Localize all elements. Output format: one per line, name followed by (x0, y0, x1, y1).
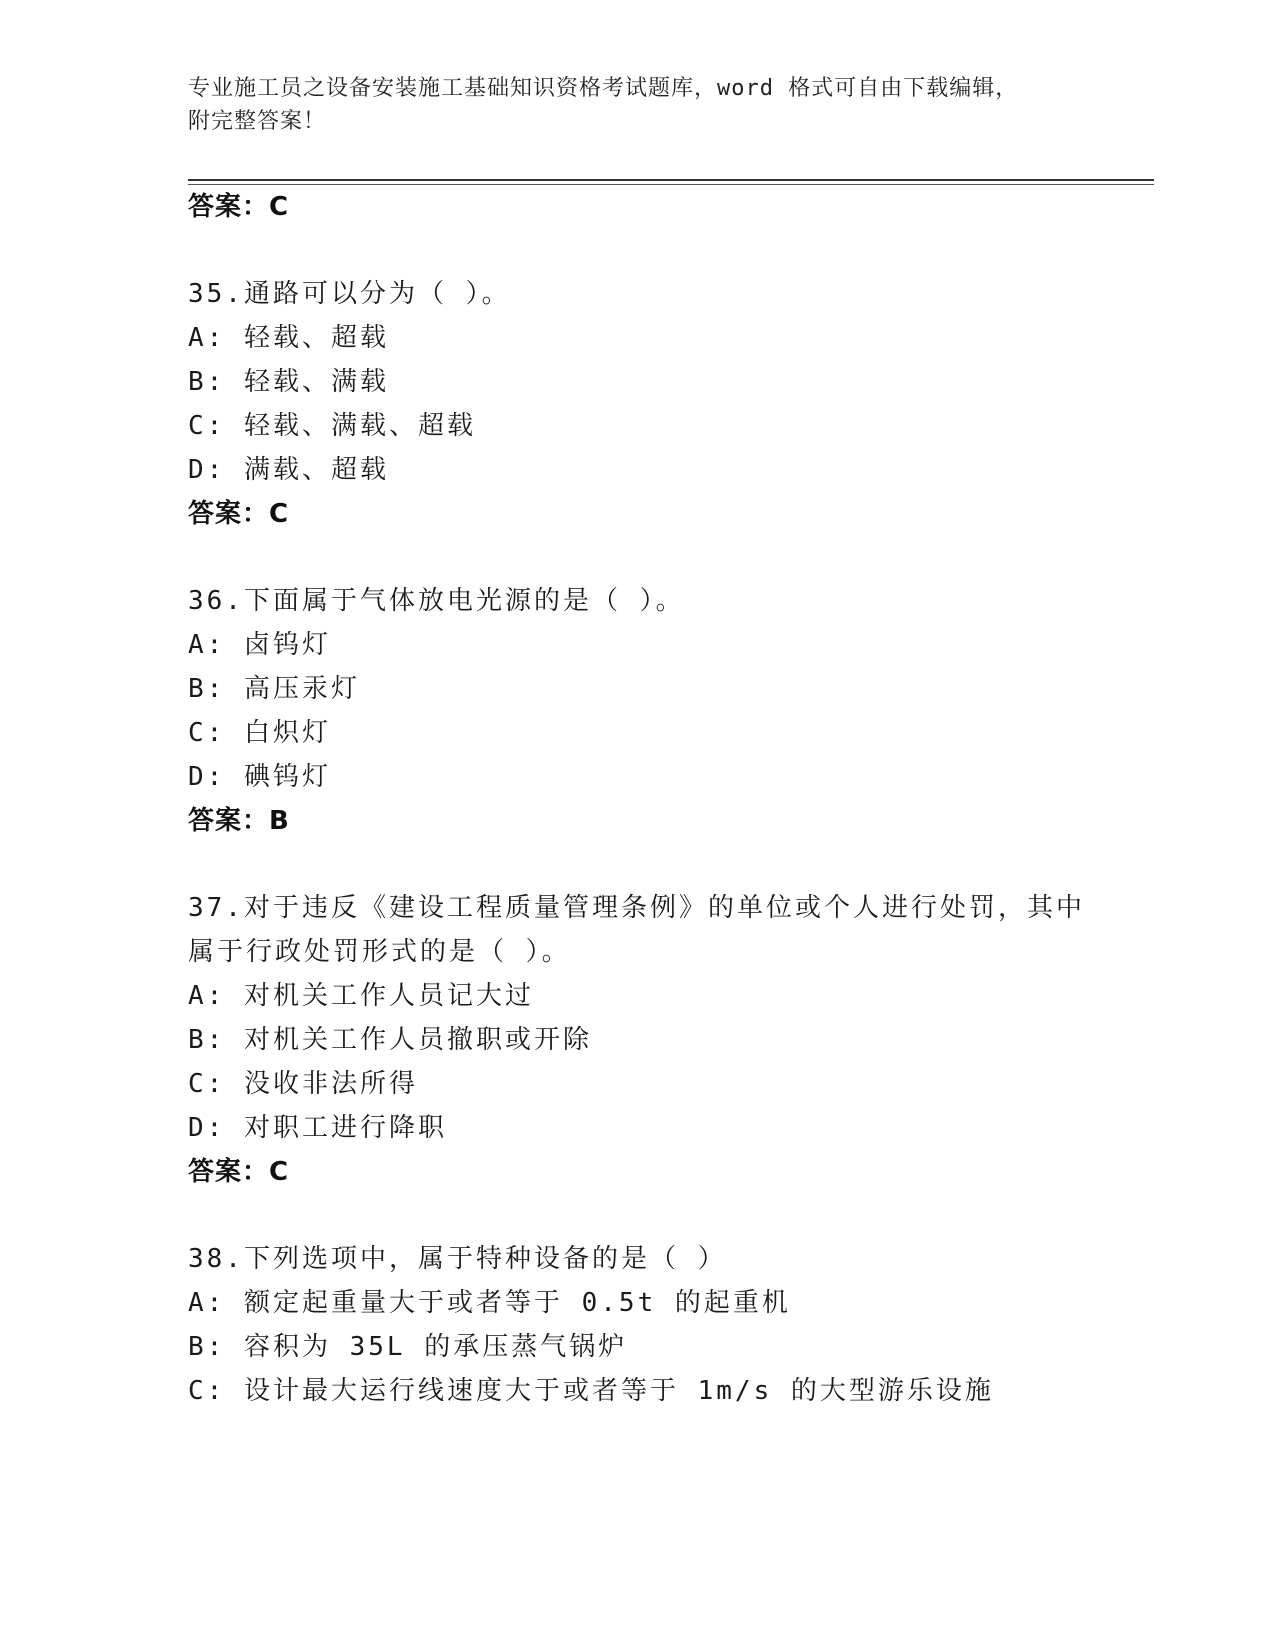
header-divider-thin (188, 184, 1154, 185)
question-36-stem: 36.下面属于气体放电光源的是（ ）。 (188, 586, 685, 616)
question-36-option-a: A: 卤钨灯 (188, 630, 331, 660)
question-36-option-d: D: 碘钨灯 (188, 762, 331, 792)
question-35-option-d: D: 满载、超载 (188, 455, 389, 485)
question-35-stem: 35.通路可以分为（ ）。 (188, 279, 511, 309)
question-35-option-c: C: 轻载、满载、超载 (188, 411, 476, 441)
previous-answer: 答案：C (188, 192, 290, 222)
question-36-answer: 答案：B (188, 806, 290, 836)
question-36-option-b: B: 高压汞灯 (188, 674, 360, 704)
question-37-answer: 答案：C (188, 1157, 290, 1187)
question-37-stem-line-1: 37.对于违反《建设工程质量管理条例》的单位或个人进行处罚，其中 (188, 893, 1085, 923)
question-38-option-b: B: 容积为 35L 的承压蒸气锅炉 (188, 1332, 628, 1362)
question-35-option-b: B: 轻载、满载 (188, 367, 389, 397)
question-37-stem-line-2: 属于行政处罚形式的是（ ）。 (188, 937, 571, 967)
question-37-option-a: A: 对机关工作人员记大过 (188, 981, 534, 1011)
question-38-option-a: A: 额定起重量大于或者等于 0.5t 的起重机 (188, 1288, 791, 1318)
question-35-answer: 答案：C (188, 499, 290, 529)
question-37-option-b: B: 对机关工作人员撤职或开除 (188, 1025, 592, 1055)
question-36-option-c: C: 白炽灯 (188, 718, 331, 748)
header-line-2: 附完整答案！ (188, 109, 327, 134)
document-header (188, 72, 1088, 138)
question-37-option-d: D: 对职工进行降职 (188, 1113, 447, 1143)
question-38-stem: 38.下列选项中，属于特种设备的是（ ） (188, 1244, 727, 1274)
header-line-1: 专业施工员之设备安装施工基础知识资格考试题库，word 格式可自由下载编辑， (188, 76, 1019, 101)
question-37-option-c: C: 没收非法所得 (188, 1069, 418, 1099)
question-38-option-c: C: 设计最大运行线速度大于或者等于 1m/s 的大型游乐设施 (188, 1376, 994, 1406)
header-divider-thick (188, 179, 1154, 181)
question-35-option-a: A: 轻载、超载 (188, 323, 389, 353)
